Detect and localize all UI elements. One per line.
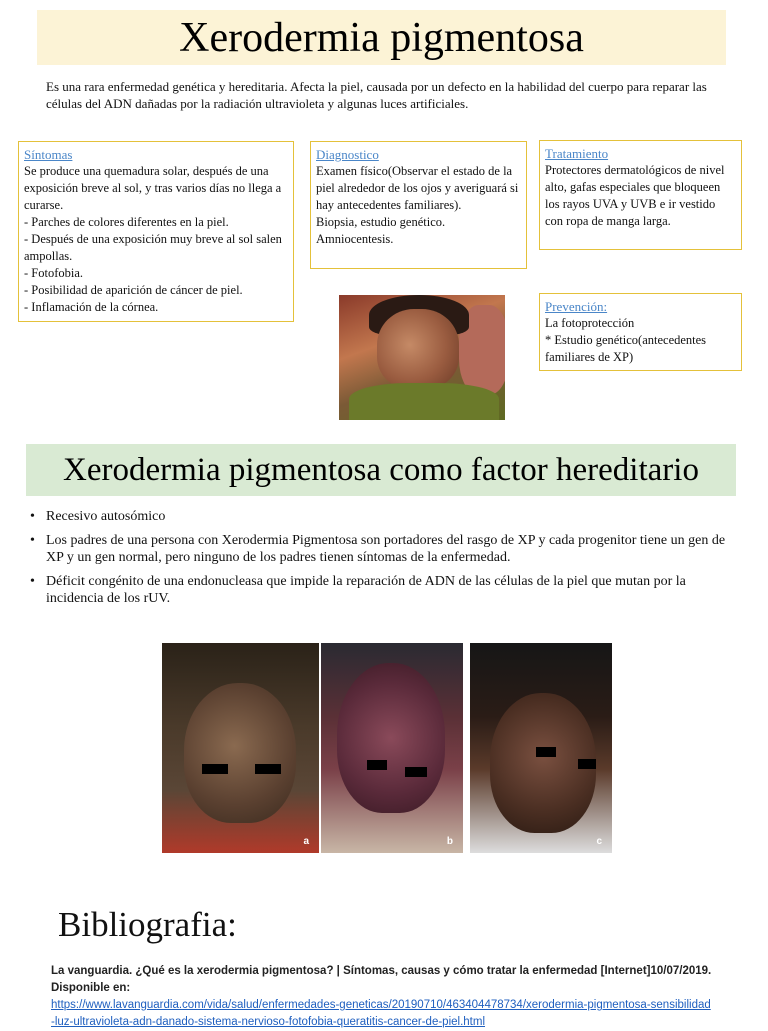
eye-censor-bar bbox=[367, 760, 387, 770]
sintomas-box bbox=[18, 141, 294, 322]
section-banner bbox=[26, 444, 736, 496]
bullet-list bbox=[30, 508, 745, 614]
diagnostico-heading[interactable]: Diagnostico bbox=[316, 147, 379, 162]
bibliography-title: Bibliografia: bbox=[58, 905, 237, 944]
prevencion-heading[interactable]: Prevención: bbox=[545, 299, 608, 314]
sintomas-line: Se produce una quemadura solar, después de una exposición breve al sol, y tras varios días no llega a curarse. bbox=[24, 164, 282, 212]
tratamiento-box bbox=[539, 140, 742, 250]
list-item bbox=[30, 573, 745, 607]
diagnostico-body bbox=[316, 163, 521, 248]
tratamiento-line: Protectores dermatológicos de nivel alto, gafas especiales que bloqueen los rayos UVA y UVB e ir vestido con ropa de manga larga. bbox=[545, 163, 725, 228]
photo-detail bbox=[377, 309, 459, 389]
clinical-photo-c bbox=[470, 643, 612, 853]
prevencion-box bbox=[539, 293, 742, 371]
sintomas-line: - Parches de colores diferentes en la piel. bbox=[24, 215, 229, 229]
tratamiento-body bbox=[545, 162, 736, 230]
list-item bbox=[30, 532, 745, 566]
eye-censor-bar bbox=[578, 759, 596, 769]
title-banner bbox=[37, 10, 726, 65]
list-item bbox=[30, 508, 745, 525]
eye-censor-bar bbox=[202, 764, 228, 774]
diagnostico-box bbox=[310, 141, 527, 269]
bibliography-reference: La vanguardia. ¿Qué es la xerodermia pigmentosa? | Síntomas, causas y cómo tratar la enfermedad [Internet]10/07/2019. Disponible en: bbox=[51, 965, 712, 994]
photo-detail bbox=[184, 683, 296, 823]
clinical-photo-b bbox=[321, 643, 463, 853]
sintomas-line: - Fotofobia. bbox=[24, 266, 84, 280]
eye-censor-bar bbox=[255, 764, 281, 774]
diagnostico-line: Biopsia, estudio genético. bbox=[316, 215, 446, 229]
diagnostico-line: Amniocentesis. bbox=[316, 232, 394, 246]
prevencion-line: * Estudio genético(antecedentes familiares de XP) bbox=[545, 333, 707, 364]
eye-censor-bar bbox=[536, 747, 556, 757]
sintomas-line: - Inflamación de la córnea. bbox=[24, 300, 159, 314]
eye-censor-bar bbox=[405, 767, 427, 777]
bibliography-link[interactable]: https://www.lavanguardia.com/vida/salud/enfermedades-geneticas/20190710/463404478734/xerodermia-pigmentosa-sensibilidad-luz-ultravioleta-adn-danado-sistema-nervioso-fotofobia-queratitis-cancer-de-piel.html bbox=[51, 999, 711, 1028]
bullet-icon: • bbox=[30, 509, 35, 524]
patient-photo bbox=[339, 295, 505, 420]
intro-paragraph: Es una rara enfermedad genética y hereditaria. Afecta la piel, causada por un defecto en la habilidad del cuerpo para reparar las células del ADN dañadas por la radiación ultravioleta y algunas luces artificiales. bbox=[46, 79, 707, 111]
bullet-text: Recesivo autosómico bbox=[46, 509, 166, 524]
bullet-text: Déficit congénito de una endonucleasa que impide la reparación de ADN de las células de la piel que mutan por la incidencia de los rUV. bbox=[46, 574, 686, 606]
bullet-icon: • bbox=[30, 574, 35, 589]
photo-label: a bbox=[303, 836, 309, 847]
sintomas-line: - Posibilidad de aparición de cáncer de piel. bbox=[24, 283, 243, 297]
prevencion-line: La fotoprotección bbox=[545, 316, 635, 330]
photo-detail bbox=[349, 383, 499, 420]
photo-label: c bbox=[596, 836, 602, 847]
bullet-text: Los padres de una persona con Xerodermia Pigmentosa son portadores del rasgo de XP y cada progenitor tiene un gen de XP y un gen normal, pero ninguno de los padres tienen síntomas de la enfermedad. bbox=[46, 533, 726, 565]
photo-label: b bbox=[446, 836, 453, 847]
tratamiento-heading[interactable]: Tratamiento bbox=[545, 146, 609, 161]
bullet-icon: • bbox=[30, 533, 35, 548]
section-title: Xerodermia pigmentosa como factor hereditario bbox=[63, 451, 699, 488]
sintomas-body bbox=[24, 163, 288, 316]
photo-detail bbox=[337, 663, 445, 813]
prevencion-body bbox=[545, 315, 736, 366]
sintomas-heading[interactable]: Síntomas bbox=[24, 147, 73, 162]
sintomas-line: - Después de una exposición muy breve al sol salen ampollas. bbox=[24, 232, 282, 263]
clinical-photo-a bbox=[162, 643, 319, 853]
diagnostico-line: Examen físico(Observar el estado de la piel alrededor de los ojos y averiguará si hay antecedentes familiares). bbox=[316, 164, 519, 212]
page-title: Xerodermia pigmentosa bbox=[179, 14, 584, 61]
